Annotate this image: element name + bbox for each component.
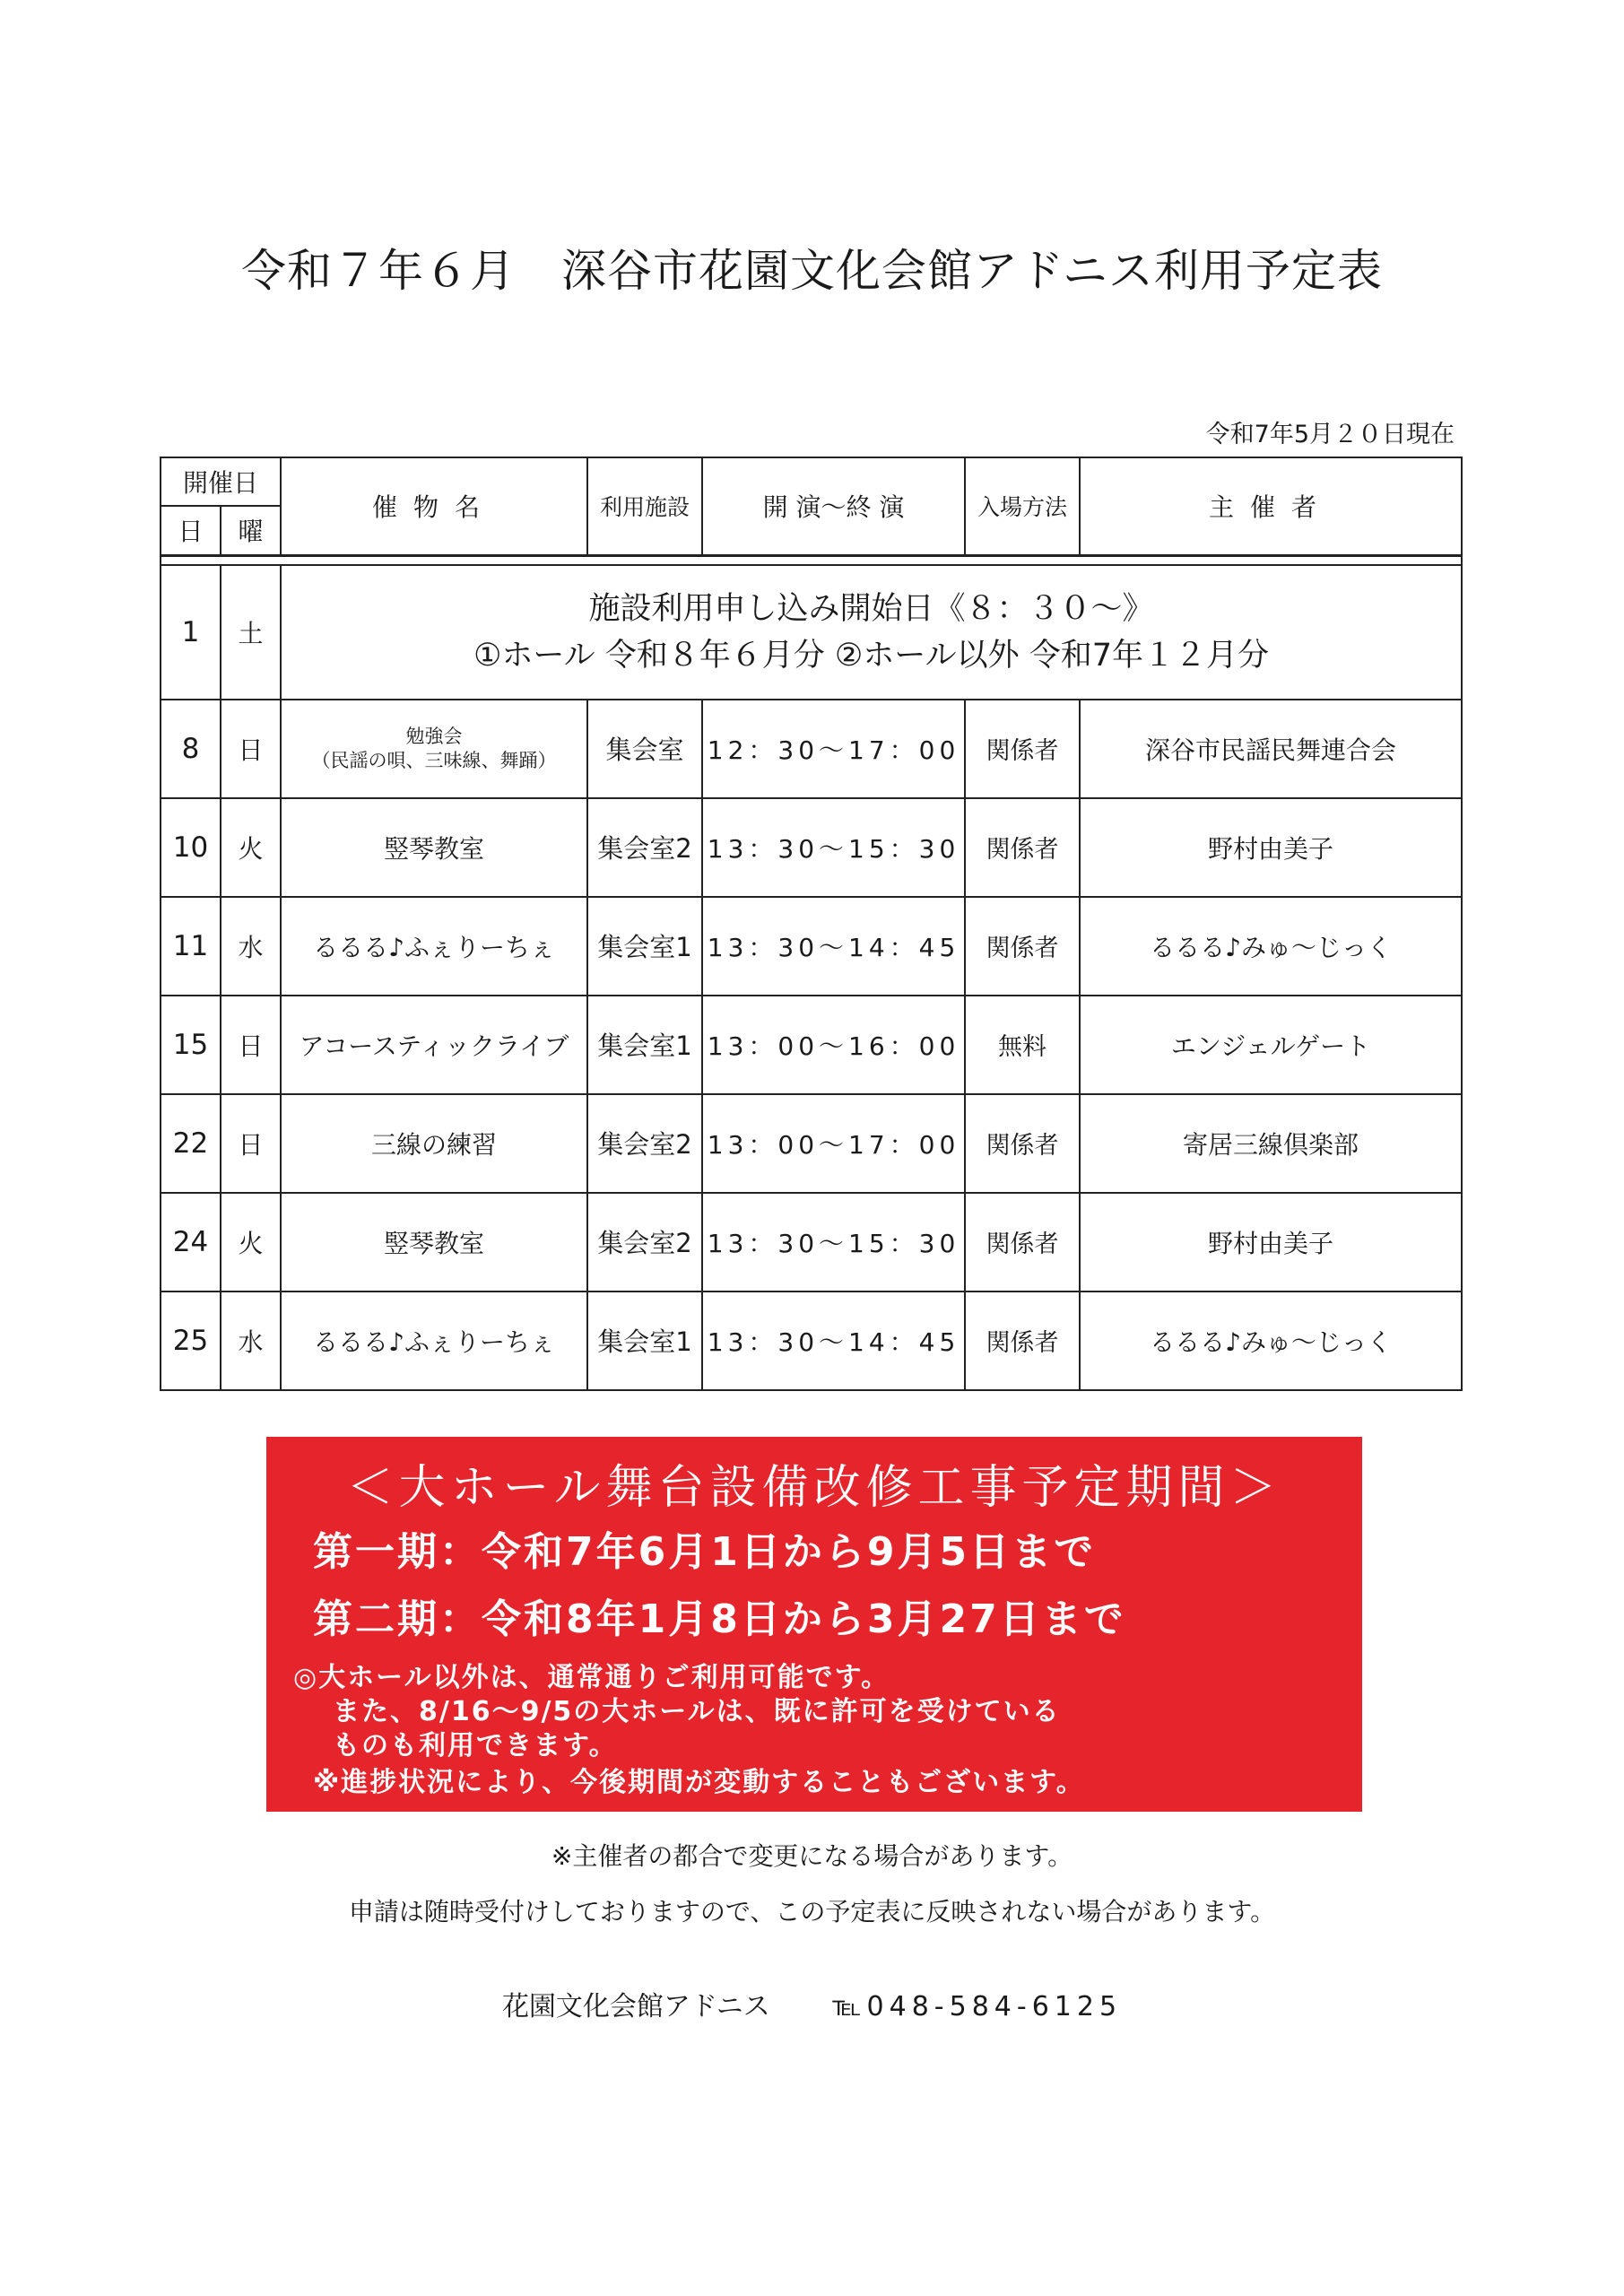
weekday-cell: 日 (221, 700, 281, 798)
event-cell: るるる♪ふぇりーちぇ (281, 897, 587, 996)
event-cell: るるる♪ふぇりーちぇ (281, 1292, 587, 1390)
header-organizer: 主催者 (1080, 457, 1462, 555)
weekday-cell: 火 (221, 798, 281, 897)
day-cell: 22 (161, 1094, 221, 1193)
table-row (161, 897, 1462, 996)
time-cell: 13：00～16：00 (702, 996, 965, 1094)
event-line-1: 勉強会 (405, 725, 463, 747)
time-cell: 12：30～17：00 (702, 700, 965, 798)
header-date-group: 開催日 (161, 457, 281, 506)
event-line-2: （民謡の唄、三味線、舞踊） (311, 749, 557, 771)
day-cell: 1 (161, 565, 221, 700)
facility-cell: 集会室1 (587, 996, 702, 1094)
renovation-note-1-line-2: また、8/16～9/5の大ホールは、既に許可を受けている (333, 1696, 1061, 1727)
entry-cell: 無料 (965, 996, 1080, 1094)
event-cell: アコースティックライブ (281, 996, 587, 1094)
renovation-heading: ＜大ホール舞台設備改修工事予定期間＞ (346, 1461, 1282, 1515)
header-day: 日 (161, 506, 221, 555)
event-cell: 竪琴教室 (281, 1193, 587, 1292)
renovation-note-1 (293, 1661, 1061, 1763)
entry-cell: 関係者 (965, 798, 1080, 897)
facility-cell: 集会室1 (587, 1292, 702, 1390)
table-row (161, 700, 1462, 798)
organizer-cell: 野村由美子 (1080, 1193, 1462, 1292)
time-cell: 13：30～15：30 (702, 798, 965, 897)
contact-line (0, 1984, 1624, 2023)
entry-cell: 関係者 (965, 1094, 1080, 1193)
event-cell (281, 700, 587, 798)
organizer-cell: るるる♪みゅ～じっく (1080, 897, 1462, 996)
day-cell: 24 (161, 1193, 221, 1292)
facility-cell: 集会室1 (587, 897, 702, 996)
facility-cell: 集会室 (587, 700, 702, 798)
page-title: 令和７年６月 深谷市花園文化会館アドニス利用予定表 (241, 245, 1383, 297)
facility-cell: 集会室2 (587, 1193, 702, 1292)
renovation-notice-box (266, 1437, 1362, 1812)
day-cell: 10 (161, 798, 221, 897)
notice-line-2: ①ホール 令和８年６月分 ②ホール以外 令和7年１２月分 (473, 637, 1270, 674)
entry-cell: 関係者 (965, 897, 1080, 996)
entry-cell: 関係者 (965, 1292, 1080, 1390)
footer-note-1: ※主催者の都合で変更になる場合があります。 (551, 1841, 1073, 1871)
renovation-note-2: ※進捗状況により、今後期間が変動することもございます。 (313, 1767, 1085, 1798)
organizer-cell: 寄居三線倶楽部 (1080, 1094, 1462, 1193)
table-row (161, 1193, 1462, 1292)
notice-line-1: 施設利用申し込み開始日《８：３０～》 (588, 590, 1154, 627)
table-row (161, 996, 1462, 1094)
organizer-cell: るるる♪みゅ～じっく (1080, 1292, 1462, 1390)
notice-text (281, 565, 1462, 700)
table-row (161, 798, 1462, 897)
time-cell: 13：30～15：30 (702, 1193, 965, 1292)
notice-row (161, 565, 1462, 700)
renovation-period-1: 第一期：令和7年6月1日から9月5日まで (313, 1529, 1097, 1575)
entry-cell: 関係者 (965, 700, 1080, 798)
facility-cell: 集会室2 (587, 798, 702, 897)
organizer-cell: エンジェルゲート (1080, 996, 1462, 1094)
weekday-cell: 火 (221, 1193, 281, 1292)
day-cell: 8 (161, 700, 221, 798)
schedule-table (160, 457, 1463, 1391)
facility-cell: 集会室2 (587, 1094, 702, 1193)
weekday-cell: 水 (221, 897, 281, 996)
header-facility: 利用施設 (587, 457, 702, 555)
time-cell: 13：00～17：00 (702, 1094, 965, 1193)
header-event: 催物名 (281, 457, 587, 555)
day-cell: 25 (161, 1292, 221, 1390)
header-time: 開 演～終 演 (702, 457, 965, 555)
header-row (161, 457, 1462, 506)
weekday-cell: 土 (221, 565, 281, 700)
day-cell: 15 (161, 996, 221, 1094)
renovation-note-1-line-3: ものも利用できます。 (333, 1730, 618, 1761)
entry-cell: 関係者 (965, 1193, 1080, 1292)
footer-note-2: 申請は随時受付けしておりますので、この予定表に反映されない場合があります。 (348, 1897, 1276, 1926)
weekday-cell: 水 (221, 1292, 281, 1390)
table-row (161, 1094, 1462, 1193)
organizer-cell: 深谷市民謡民舞連合会 (1080, 700, 1462, 798)
phone-number: ℡048-584-6125 (832, 1991, 1123, 2022)
time-cell: 13：30～14：45 (702, 1292, 965, 1390)
facility-name: 花園文化会館アドニス (501, 1991, 770, 2022)
table-row (161, 1292, 1462, 1390)
event-cell: 三線の練習 (281, 1094, 587, 1193)
day-cell: 11 (161, 897, 221, 996)
time-cell: 13：30～14：45 (702, 897, 965, 996)
header-weekday: 曜 (221, 506, 281, 555)
weekday-cell: 日 (221, 996, 281, 1094)
event-cell: 竪琴教室 (281, 798, 587, 897)
header-divider (161, 555, 1462, 565)
organizer-cell: 野村由美子 (1080, 798, 1462, 897)
renovation-period-2: 第二期：令和8年1月8日から3月27日まで (313, 1596, 1126, 1642)
renovation-note-1-line-1: ◎大ホール以外は、通常通りご利用可能です。 (293, 1662, 890, 1693)
header-entry: 入場方法 (965, 457, 1080, 555)
weekday-cell: 日 (221, 1094, 281, 1193)
as-of-date: 令和7年5月２０日現在 (1205, 421, 1455, 448)
